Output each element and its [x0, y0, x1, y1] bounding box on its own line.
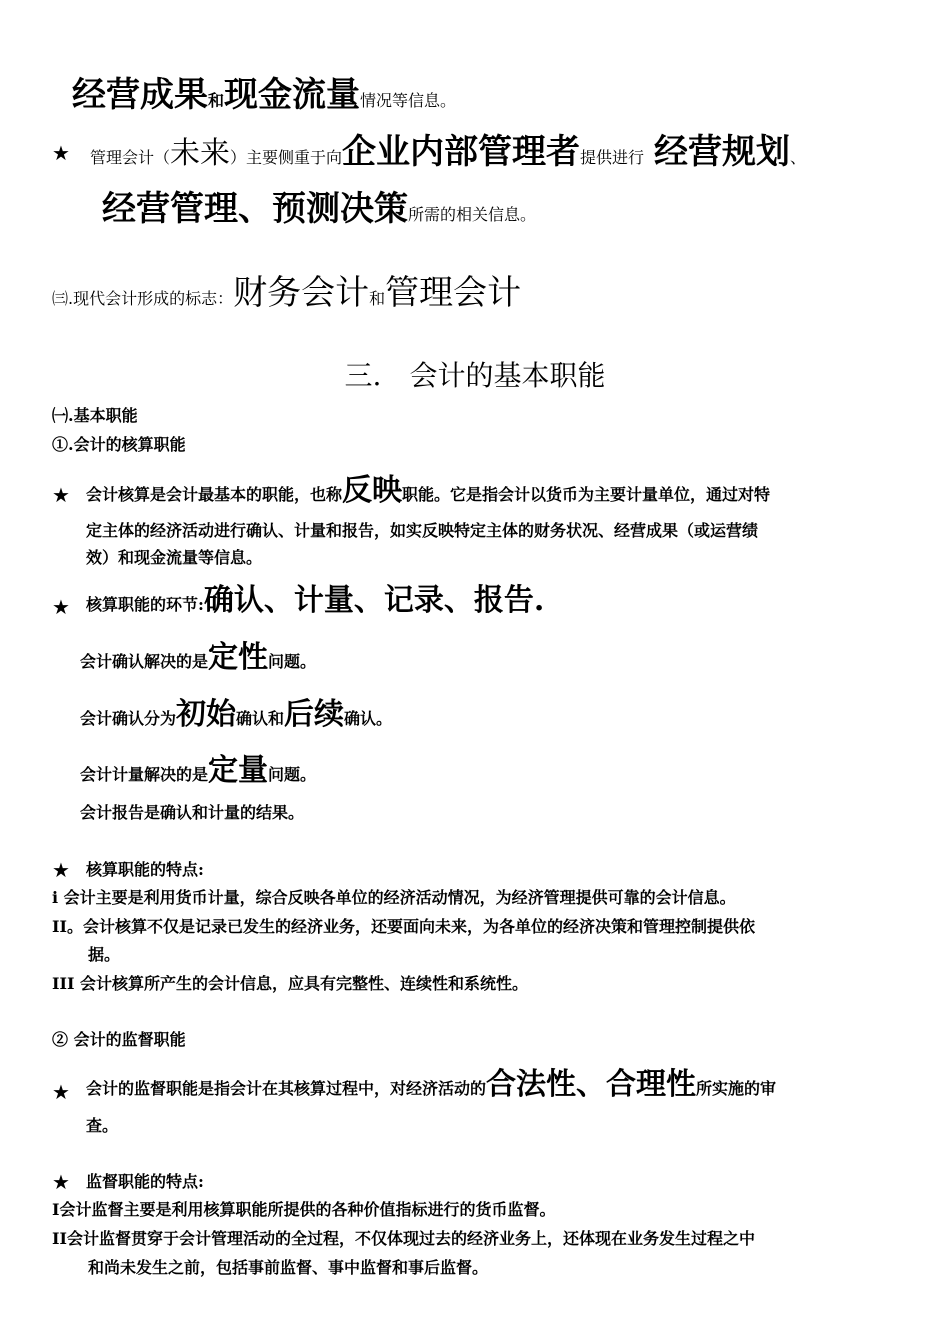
accounting-definition-line3: 效）和现金流量等信息。 [86, 548, 263, 567]
supervision-definition-line1 [86, 1067, 777, 1102]
confirm-line2 [80, 697, 393, 732]
emphasis-text: 未来 [170, 136, 231, 171]
feature-marker: III [52, 974, 75, 993]
text: 和 [208, 91, 225, 110]
text: 情况等信息。 [360, 91, 457, 110]
accounting-feature-ii-cont: 据。 [88, 945, 121, 964]
text: 提供进行 [580, 148, 645, 167]
star-bullet-icon: ★ [52, 1080, 70, 1104]
confirm-line1 [80, 640, 317, 675]
mgmt-accounting-line2 [102, 189, 537, 229]
supervision-features-title: 监督职能的特点: [86, 1172, 204, 1191]
accounting-feature-ii [52, 919, 755, 935]
feature-marker: II [52, 1229, 67, 1248]
emphasis-text: 定量 [208, 753, 269, 788]
intro-line [72, 75, 457, 115]
subsection-supervision-function: ② 会计的监督职能 [52, 1030, 186, 1049]
emphasis-text: 现金流量 [224, 75, 361, 115]
emphasis-text: 后续 [284, 697, 345, 732]
measure-line [80, 753, 317, 788]
emphasis-text: 经营成果 [72, 75, 208, 115]
report-line: 会计报告是确认和计量的结果。 [80, 803, 305, 822]
text: 会计核算所产生的会计信息，应具有完整性、连续性和系统性。 [80, 974, 529, 993]
text: 所需的相关信息。 [408, 205, 537, 224]
text: ㈢.现代会计形成的标志： [52, 289, 234, 308]
subsection-accounting-function: ①.会计的核算职能 [52, 435, 186, 454]
emphasis-text: 反映 [342, 473, 403, 508]
emphasis-text: 企业内部管理者 [342, 132, 581, 172]
text: 职能。它是指会计以货币为主要计量单位，通过对特 [402, 485, 771, 504]
text: 问题。 [268, 765, 317, 784]
feature-marker: II [52, 917, 67, 936]
emphasis-text: 合法性、合理性 [486, 1067, 697, 1102]
mgmt-accounting-line1 [90, 132, 807, 172]
accounting-definition-line1 [86, 473, 771, 508]
emphasis-text: 经营管理、预测决策 [102, 189, 408, 229]
emphasis-text: 确认、计量、记录、报告. [203, 583, 545, 618]
text: 确认和 [236, 709, 285, 728]
text: 会计的监督职能是指会计在其核算过程中，对经济活动的 [86, 1079, 487, 1098]
text: 会计主要是利用货币计量，综合反映各单位的经济活动情况，为经济管理提供可靠的会计信息。 [63, 888, 736, 907]
star-bullet-icon: ★ [52, 595, 70, 619]
feature-marker: I [52, 1200, 60, 1219]
text: 会计计量解决的是 [80, 765, 209, 784]
accounting-feature-i [52, 890, 736, 906]
supervision-definition-line2: 查。 [86, 1116, 119, 1135]
emphasis-text: 管理会计 [385, 273, 522, 313]
text: ）主要侧重于向 [230, 148, 343, 167]
supervision-feature-i [52, 1202, 556, 1218]
text: 。会计核算不仅是记录已发生的经济业务，还要面向未来，为各单位的经济决策和管理控制提供依 [66, 917, 755, 936]
emphasis-text: 初始 [176, 697, 237, 732]
accounting-definition-line2: 定主体的经济活动进行确认、计量和报告，如实反映特定主体的财务状况、经营成果（或运营绩 [86, 521, 759, 540]
text: 、 [790, 148, 807, 167]
star-bullet-icon: ★ [52, 141, 70, 165]
text: 会计确认解决的是 [80, 652, 209, 671]
text: 所实施的审 [696, 1079, 777, 1098]
text: 管理会计（ [90, 148, 171, 167]
accounting-feature-iii [52, 976, 528, 992]
emphasis-text: 经营规划 [654, 132, 791, 172]
supervision-feature-ii [52, 1231, 755, 1247]
star-bullet-icon: ★ [52, 483, 70, 507]
supervision-feature-ii-cont: 和尚未发生之前，包括事前监督、事中监督和事后监督。 [88, 1258, 489, 1277]
text: 会计监督贯穿于会计管理活动的全过程，不仅体现过去的经济业务上，还体现在业务发生过程之中 [66, 1229, 755, 1248]
text: 确认。 [344, 709, 393, 728]
star-bullet-icon: ★ [52, 858, 70, 882]
emphasis-text: 定性 [208, 640, 269, 675]
text: 会计核算是会计最基本的职能，也称 [86, 485, 343, 504]
emphasis-text: 财务会计 [233, 273, 370, 313]
process-line [86, 583, 545, 618]
text: 核算职能的环节: [86, 595, 204, 614]
feature-marker: i [52, 888, 59, 907]
star-bullet-icon: ★ [52, 1170, 70, 1194]
text: 和 [369, 289, 386, 308]
accounting-features-title: 核算职能的特点: [86, 860, 204, 879]
modern-accounting-sign-line [52, 273, 522, 313]
text: 会计监督主要是利用核算职能所提供的各种价值指标进行的货币监督。 [59, 1200, 556, 1219]
section-title: 三. 会计的基本职能 [344, 359, 606, 392]
text: 会计确认分为 [80, 709, 177, 728]
subsection-basic-functions: ㈠.基本职能 [52, 406, 138, 425]
text: 问题。 [268, 652, 317, 671]
